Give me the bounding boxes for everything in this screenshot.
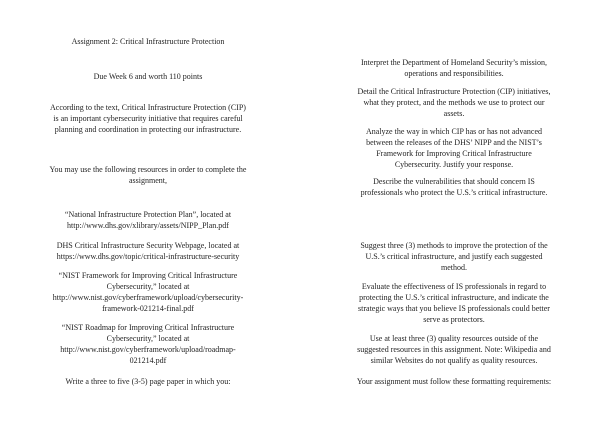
requirement-describe-vulnerabilities: Describe the vulnerabilities that should concern IS professionals who protect the U.S.’s critical infrastructure. [360, 177, 548, 197]
requirement-detail-cip: Detail the Critical Infrastructure Protection (CIP) initiatives, what they protect, and the methods we use to protect our assets. [357, 87, 551, 118]
requirement-quality-resources: Use at least three (3) quality resources outside of the suggested resources in this assignment. Note: Wikipedia and similar Websites do not qualify as quality resources. [357, 334, 551, 365]
requirement-interpret-mission: Interpret the Department of Homeland Security’s mission, operations and responsibilities. [361, 58, 547, 78]
resources-intro: You may use the following resources in order to complete the assignment, [49, 165, 247, 185]
resource-dhs-webpage: DHS Critical Infrastructure Security Webpage, located at https://www.dhs.gov/topic/critical-infrastructure-security [56, 241, 240, 261]
write-instruction: Write a three to five (3-5) page paper in which you: [65, 377, 231, 386]
resource-nist-roadmap: “NIST Roadmap for Improving Critical Infrastructure Cybersecurity,” located at http://www.nist.gov/cyberframework/upload/roadmap- 021214.pdf [60, 323, 236, 365]
formatting-requirements-line: Your assignment must follow these formatting requirements: [356, 377, 552, 386]
requirement-evaluate-effectiveness: Evaluate the effectiveness of IS professionals in regard to protecting the U.S.’s critical infrastructure, and indicate the strategic ways that you believe IS professionals could better serve as protectors. [358, 282, 550, 324]
intro-paragraph: According to the text, Critical Infrastructure Protection (CIP) is an important cybersecurity initiative that requires careful planning and coordination in protecting our infrastructure. [50, 103, 246, 134]
assignment-heading: Assignment 2: Critical Infrastructure Protection [71, 37, 225, 46]
requirement-suggest-methods: Suggest three (3) methods to improve the protection of the U.S.’s critical infrastructure, and justify each suggested method. [360, 241, 548, 272]
resource-nipp: “National Infrastructure Protection Plan”, located at http://www.dhs.gov/xlibrary/assets/NIPP_Plan.pdf [64, 210, 232, 230]
requirement-analyze-cip: Analyze the way in which CIP has or has not advanced between the releases of the DHS’ NIPP and the NIST’s Framework for Improving Critical Infrastructure Cybersecurity. Justify your response. [365, 127, 543, 169]
resource-nist-framework: “NIST Framework for Improving Critical Infrastructure Cybersecurity,” located at http://www.nist.gov/cyberframework/upload/cybersecurity- framework-021214-final.pdf [52, 271, 244, 313]
due-line: Due Week 6 and worth 110 points [93, 72, 203, 81]
